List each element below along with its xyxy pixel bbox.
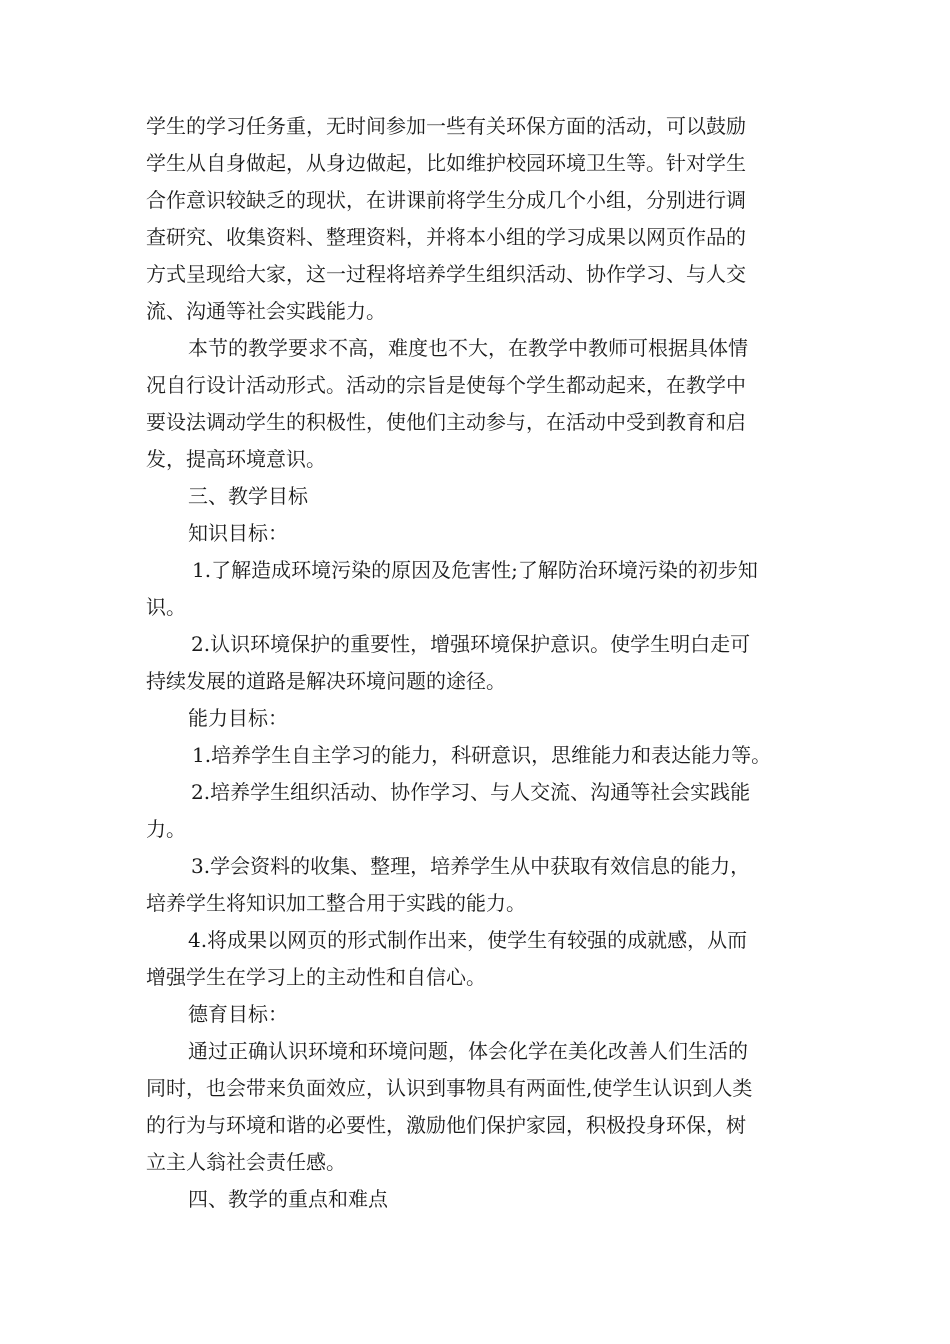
subheading: 德育目标：: [188, 1002, 288, 1026]
text-line: 查研究、收集资料、整理资料，并将本小组的学习成果以网页作品的: [146, 225, 746, 249]
subheading: 知识目标：: [188, 521, 288, 545]
text-line: 培养学生将知识加工整合用于实践的能力。: [146, 891, 526, 915]
text-line: 发，提高环境意识。: [146, 447, 326, 471]
text-line: 同时，也会带来负面效应，认识到事物具有两面性,使学生认识到人类: [146, 1076, 753, 1100]
text-line: 立主人翁社会责任感。: [146, 1150, 346, 1174]
text-line: 的行为与环境和谐的必要性，激励他们保护家园，积极投身环保，树: [146, 1113, 746, 1137]
list-item: 1.培养学生自主学习的能力，科研意识，思维能力和表达能力等。: [192, 743, 772, 767]
section-heading: 四、教学的重点和难点: [188, 1187, 388, 1211]
list-item: 2.认识环境保护的重要性，增强环境保护意识。使学生明白走可: [191, 632, 751, 656]
list-item: 3.学会资料的收集、整理，培养学生从中获取有效信息的能力，: [191, 854, 751, 878]
list-item: 4.将成果以网页的形式制作出来，使学生有较强的成就感，从而: [188, 928, 748, 952]
paragraph-start: 通过正确认识环境和环境问题，体会化学在美化改善人们生活的: [188, 1039, 748, 1063]
text-line: 持续发展的道路是解决环境问题的途径。: [146, 669, 506, 693]
text-line: 要设法调动学生的积极性，使他们主动参与，在活动中受到教育和启: [146, 410, 746, 434]
paragraph-start: 本节的教学要求不高，难度也不大，在教学中教师可根据具体情: [188, 336, 748, 360]
text-line: 况自行设计活动形式。活动的宗旨是使每个学生都动起来，在教学中: [146, 373, 746, 397]
text-line: 增强学生在学习上的主动性和自信心。: [146, 965, 486, 989]
text-line: 合作意识较缺乏的现状，在讲课前将学生分成几个小组，分别进行调: [146, 188, 746, 212]
text-line: 方式呈现给大家，这一过程将培养学生组织活动、协作学习、与人交: [146, 262, 746, 286]
list-item: 1.了解造成环境污染的原因及危害性;了解防治环境污染的初步知: [192, 558, 758, 582]
document-body: [146, 108, 816, 1218]
text-line: 识。: [146, 595, 186, 619]
text-line: 学生从自身做起，从身边做起，比如维护校园环境卫生等。针对学生: [146, 151, 746, 175]
text-line: 学生的学习任务重，无时间参加一些有关环保方面的活动，可以鼓励: [146, 114, 746, 138]
section-heading: 三、教学目标: [188, 484, 308, 508]
subheading: 能力目标：: [188, 706, 288, 730]
text-line: 流、沟通等社会实践能力。: [146, 299, 386, 323]
text-line: 力。: [146, 817, 186, 841]
list-item: 2.培养学生组织活动、协作学习、与人交流、沟通等社会实践能: [191, 780, 751, 804]
